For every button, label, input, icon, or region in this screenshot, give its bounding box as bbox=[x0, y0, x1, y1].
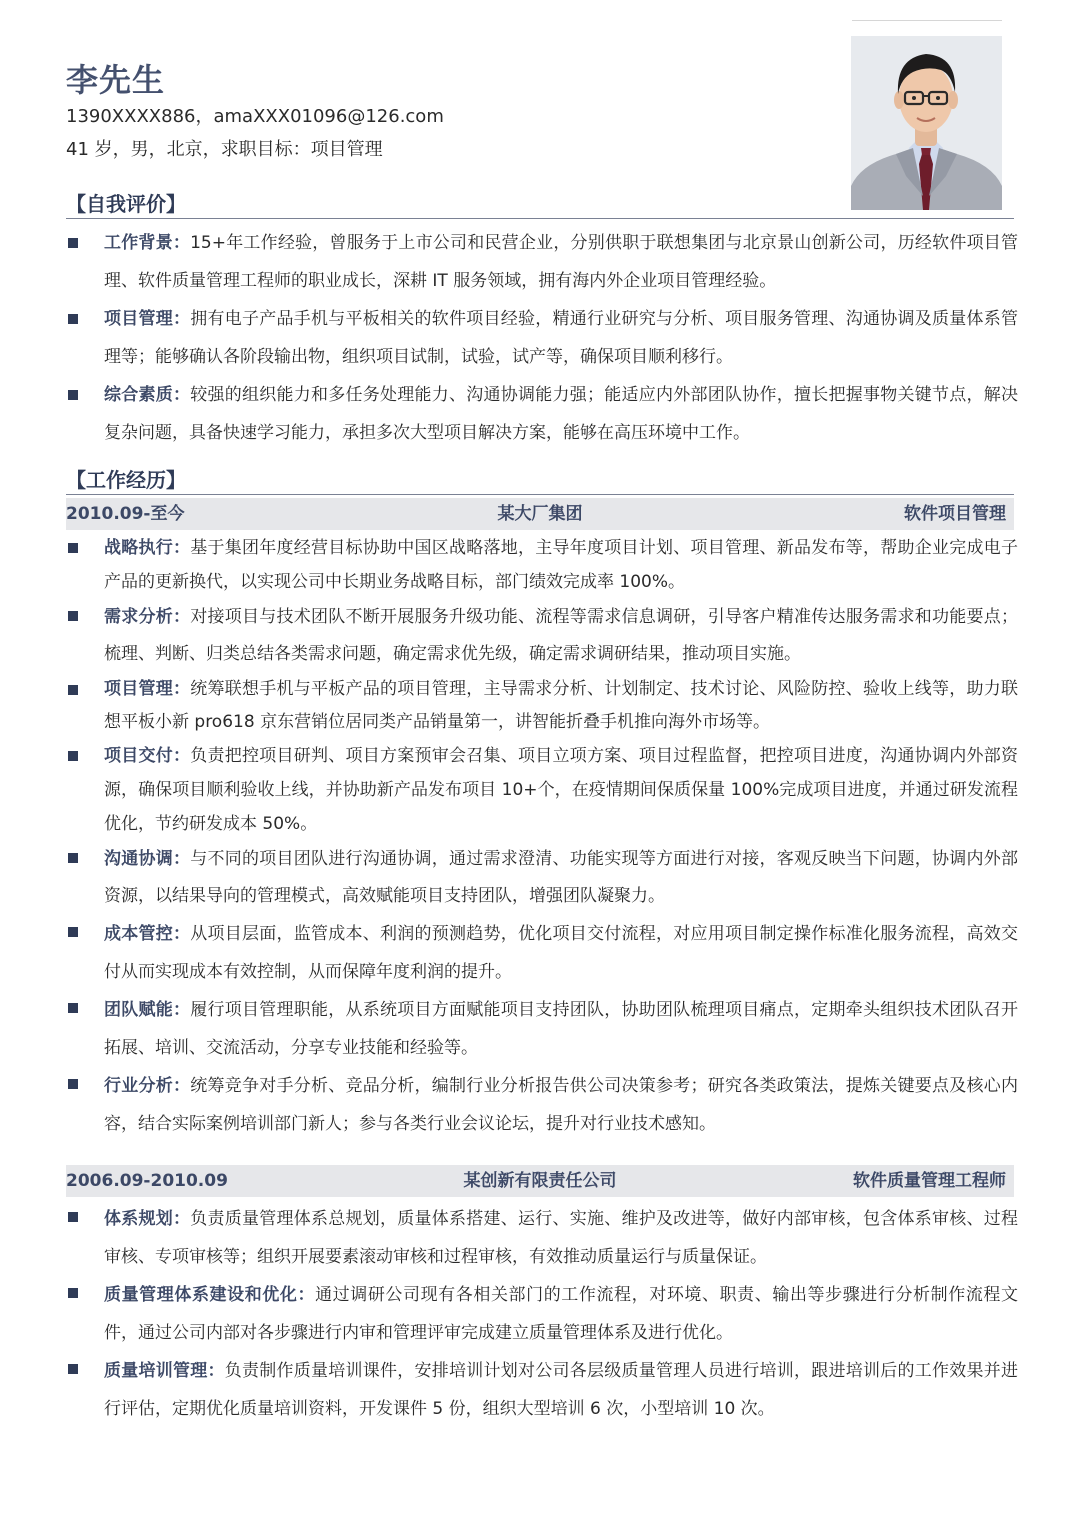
job-role: 软件项目管理 bbox=[904, 504, 1006, 524]
list-item: 工作背景：15+年工作经验，曾服务于上市公司和民营企业，分别供职于联想集团与北京景山创新公司，历经软件项目管理、软件质量管理工程师的职业成长，深耕 IT 服务领域，拥有海内外企业项目管理经验。 bbox=[66, 224, 1018, 300]
list-item: 成本管控：从项目层面，监管成本、利润的预测趋势，优化项目交付流程，对应用项目制定操作标准化服务流程，高效交付从而实现成本有效控制，从而保障年度利润的提升。 bbox=[66, 915, 1018, 991]
job-period: 2010.09-至今 bbox=[66, 504, 185, 524]
candidate-name: 李先生 bbox=[66, 61, 166, 99]
job-header bbox=[66, 498, 1014, 530]
square-bullet-icon bbox=[68, 685, 78, 695]
square-bullet-icon bbox=[68, 611, 78, 621]
list-item: 综合素质：较强的组织能力和多任务处理能力、沟通协调能力强；能适应内外部团队协作，擅长把握事物关键节点，解决复杂问题，具备快速学习能力，承担多次大型项目解决方案，能够在高压环境中工作。 bbox=[66, 376, 1018, 452]
square-bullet-icon bbox=[68, 1003, 78, 1013]
square-bullet-icon bbox=[68, 1079, 78, 1089]
job-company: 某大厂集团 bbox=[497, 504, 583, 524]
list-item: 体系规划：负责质量管理体系总规划，质量体系搭建、运行、实施、维护及改进等，做好内部审核，包含体系审核、过程审核、专项审核等；组织开展要素滚动审核和过程审核，有效推动质量运行与质量保证。 bbox=[66, 1200, 1018, 1276]
list-item: 行业分析：统筹竞争对手分析、竞品分析，编制行业分析报告供公司决策参考；研究各类政策法，提炼关键要点及核心内容，结合实际案例培训部门新人；参与各类行业会议论坛，提升对行业技术感知。 bbox=[66, 1067, 1018, 1143]
self-eval-list bbox=[66, 224, 1018, 452]
square-bullet-icon bbox=[68, 543, 78, 553]
job-header bbox=[66, 1165, 1014, 1197]
list-item: 团队赋能：履行项目管理职能，从系统项目方面赋能项目支持团队，协助团队梳理项目痛点，定期牵头组织技术团队召开拓展、培训、交流活动，分享专业技能和经验等。 bbox=[66, 991, 1018, 1067]
square-bullet-icon bbox=[68, 853, 78, 863]
list-item: 沟通协调：与不同的项目团队进行沟通协调，通过需求澄清、功能实现等方面进行对接，客观反映当下问题，协调内外部资源，以结果导向的管理模式，高效赋能项目支持团队，增强团队凝聚力。 bbox=[66, 841, 1018, 915]
list-item: 质量培训管理：负责制作质量培训课件，安排培训计划对公司各层级质量管理人员进行培训，跟进培训后的工作效果并进行评估，定期优化质量培训资料，开发课件 5 份，组织大型培训 6 次，小型培训 10 次。 bbox=[66, 1352, 1018, 1428]
square-bullet-icon bbox=[68, 238, 78, 248]
square-bullet-icon bbox=[68, 751, 78, 761]
section-divider bbox=[66, 218, 1014, 219]
job-1-duties bbox=[66, 531, 1018, 1143]
square-bullet-icon bbox=[68, 1288, 78, 1298]
section-title-work: 【工作经历】 bbox=[66, 468, 186, 492]
profile-photo bbox=[851, 36, 1002, 210]
square-bullet-icon bbox=[68, 927, 78, 937]
list-item: 项目管理：拥有电子产品手机与平板相关的软件项目经验，精通行业研究与分析、项目服务管理、沟通协调及质量体系管理等；能够确认各阶段输出物，组织项目试制，试验，试产等，确保项目顺利移行。 bbox=[66, 300, 1018, 376]
list-item: 项目交付：负责把控项目研判、项目方案预审会召集、项目立项方案、项目过程监督，把控项目进度，沟通协调内外部资源，确保项目顺利验收上线，并协助新产品发布项目 10+个，在疫情期间保质保量 100%完成项目进度，并通过研发流程优化，节约研发成本 50%。 bbox=[66, 739, 1018, 841]
square-bullet-icon bbox=[68, 314, 78, 324]
basic-info: 41 岁，男，北京，求职目标：项目管理 bbox=[66, 139, 383, 160]
square-bullet-icon bbox=[68, 1212, 78, 1222]
job-company: 某创新有限责任公司 bbox=[463, 1171, 617, 1191]
contact-info: 1390XXXX886，amaXXX01096@126.com bbox=[66, 106, 444, 127]
list-item: 需求分析：对接项目与技术团队不断开展服务升级功能、流程等需求信息调研，引导客户精准传达服务需求和功能要点；梳理、判断、归类总结各类需求问题，确定需求优先级，确定需求调研结果，推动项目实施。 bbox=[66, 599, 1018, 673]
job-role: 软件质量管理工程师 bbox=[853, 1171, 1006, 1191]
square-bullet-icon bbox=[68, 1364, 78, 1374]
list-item: 项目管理：统筹联想手机与平板产品的项目管理，主导需求分析、计划制定、技术讨论、风险防控、验收上线等，助力联想平板小新 pro618 京东营销位居同类产品销量第一，讲智能折叠手机推向海外市场等。 bbox=[66, 673, 1018, 739]
section-title-self-eval: 【自我评价】 bbox=[66, 192, 186, 216]
job-period: 2006.09-2010.09 bbox=[66, 1171, 228, 1191]
section-divider bbox=[66, 494, 1014, 495]
top-divider bbox=[852, 20, 1002, 21]
job-2-duties bbox=[66, 1200, 1018, 1428]
square-bullet-icon bbox=[68, 390, 78, 400]
list-item: 质量管理体系建设和优化：通过调研公司现有各相关部门的工作流程，对环境、职责、输出等步骤进行分析制作流程文件，通过公司内部对各步骤进行内审和管理评审完成建立质量管理体系及进行优化。 bbox=[66, 1276, 1018, 1352]
list-item: 战略执行：基于集团年度经营目标协助中国区战略落地，主导年度项目计划、项目管理、新品发布等，帮助企业完成电子产品的更新换代，以实现公司中长期业务战略目标，部门绩效完成率 100%。 bbox=[66, 531, 1018, 599]
